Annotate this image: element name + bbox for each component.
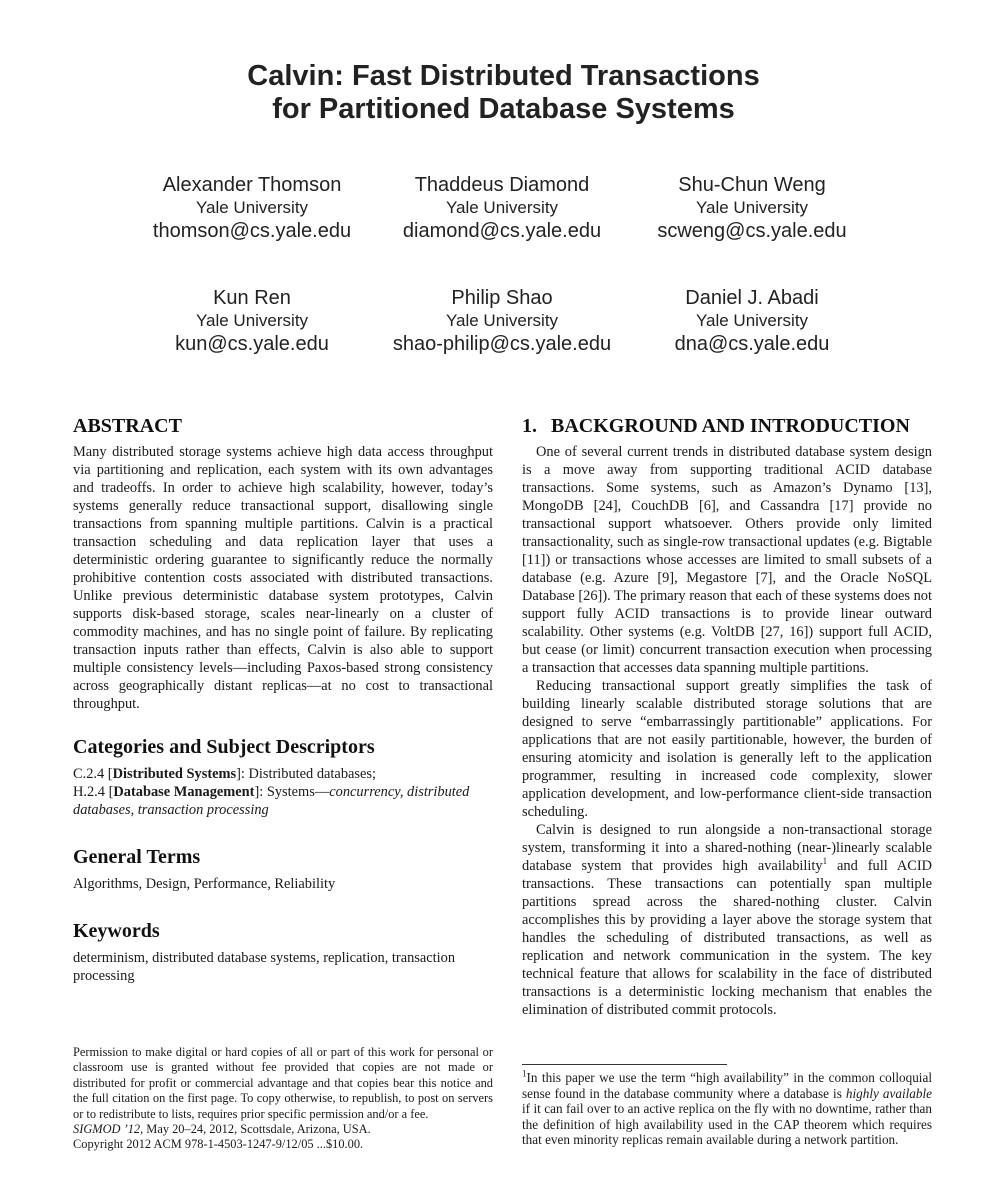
section-title: BACKGROUND AND INTRODUCTION bbox=[551, 415, 910, 437]
author-card bbox=[612, 286, 892, 356]
author-affiliation: Yale University bbox=[195, 311, 309, 330]
footnote-mark: 1 bbox=[522, 1068, 527, 1079]
author-email: shao-philip@cs.yale.edu bbox=[392, 333, 612, 355]
abstract-text: Many distributed storage systems achieve high data access throughput via partitioning and replication, each system with its own advantages and tradeoffs. In order to achieve high scalability, however, today’s systems generally reduce transactional support, disallowing single transactions from spanning multiple partitions. Calvin is a practical transaction scheduling and data replication layer that uses a deterministic ordering guarantee to significantly reduce the normally prohibitive contention costs associated with distributed transactions. Unlike previous deterministic database system prototypes, Calvin supports disk-based storage, scales near-linearly on a cluster of commodity machines, and has no single point of failure. By replicating transaction inputs rather than effects, Calvin is also able to support multiple consistency levels—including Paxos-based strong consistency across geographically distant replicas—at no cost to transactional throughput. bbox=[73, 444, 493, 712]
intro-paragraph: One of several current trends in distributed database system design is a move away from supporting traditional ACID database transactions. Some systems, such as Amazon’s Dynamo [13], MongoDB [24], CouchDB [6], and Cassandra [17] provide no transactional support whatsoever. Others provide only limited transactionality, such as single-row transactional updates (e.g. Bigtable [11]) or transactions whose accesses are limited to small subsets of a database (e.g. Azure [9], Megastore [7], and the Oracle NoSQL Database [26]). The primary reason that each of these systems does not support fully ACID transactions is to provide linear outward scalability. Other systems (e.g. VoltDB [27, 16]) support full ACID, but cease (or limit) concurrent transaction execution when processing a transaction that accesses data spanning multiple partitions. bbox=[522, 444, 932, 676]
author-card bbox=[112, 173, 392, 243]
right-column bbox=[522, 414, 932, 1019]
abstract-heading: ABSTRACT bbox=[73, 415, 182, 437]
author-email: thomson@cs.yale.edu bbox=[152, 220, 352, 242]
footnote-divider bbox=[522, 1064, 727, 1065]
conference-line: SIGMOD ’12, May 20–24, 2012, Scottsdale, Arizona, USA. bbox=[73, 1122, 371, 1137]
author-affiliation: Yale University bbox=[195, 198, 309, 217]
author-email: kun@cs.yale.edu bbox=[175, 333, 329, 355]
author-name: Philip Shao bbox=[451, 287, 553, 309]
author-affiliation: Yale University bbox=[695, 311, 809, 330]
author-name: Shu-Chun Weng bbox=[678, 174, 826, 196]
author-name: Thaddeus Diamond bbox=[414, 174, 590, 196]
author-card bbox=[612, 173, 892, 243]
author-email: diamond@cs.yale.edu bbox=[402, 220, 602, 242]
category-line: H.2.4 [Database Management]: Systems—concurrency, distributed databases, transaction processing bbox=[73, 784, 470, 818]
author-name: Daniel J. Abadi bbox=[685, 287, 819, 309]
category-line: C.2.4 [Distributed Systems]: Distributed databases; bbox=[73, 766, 376, 782]
author-email: dna@cs.yale.edu bbox=[674, 333, 830, 355]
copyright-line: Copyright 2012 ACM 978-1-4503-1247-9/12/05 ...$10.00. bbox=[73, 1137, 364, 1152]
author-affiliation: Yale University bbox=[445, 198, 559, 217]
intro-paragraph: Reducing transactional support greatly simplifies the task of building linearly scalable distributed storage solutions that are designed to serve “embarrassingly partitionable” applications. For applications that are not easily partitionable, however, the burden of ensuring atomicity and isolation is generally left to the application programmer, resulting in increased code complexity, slower application development, and low-performance client-side transaction scheduling. bbox=[522, 678, 932, 820]
intro-paragraph: Calvin is designed to run alongside a non-transactional storage system, transforming it into a shared-nothing (near-)linearly scalable database system that provides high availability$^1$ and full ACID transactions. These transactions can potentially span multiple partitions spread across the shared-nothing cluster. Calvin accomplishes this by providing a layer above the storage system that handles the scheduling of distributed transactions, as well as replication and network communication in the system. The key technical feature that allows for scalability in the face of distributed transactions is a deterministic locking mechanism that enables the elimination of distributed commit protocols. bbox=[522, 822, 933, 1018]
author-card bbox=[112, 286, 392, 356]
paper-title-line-1: Calvin: Fast Distributed Transactions bbox=[247, 60, 760, 92]
footnote-ref: 1 bbox=[822, 856, 828, 867]
author-name: Alexander Thomson bbox=[162, 174, 342, 196]
footnote: $^1$In this paper we use the term “high availability” in the common colloquial sense found in the database community where a database is highly available if it can fail over to an active replica on the fly with no downtime, rather than the definition of high availability used in the CAP theorem which requires that even minority replicas remain available during a network partition. bbox=[522, 1068, 932, 1148]
general-terms-heading: General Terms bbox=[73, 846, 201, 868]
section-number: 1. bbox=[522, 415, 537, 437]
categories-heading: Categories and Subject Descriptors bbox=[73, 736, 375, 758]
author-card bbox=[362, 173, 642, 243]
keywords-text: determinism, distributed database systems, replication, transaction processing bbox=[73, 950, 456, 984]
author-card bbox=[362, 286, 642, 356]
permission-text: Permission to make digital or hard copies of all or part of this work for personal or classroom use is granted without fee provided that copies are not made or distributed for profit or commercial advantage and that copies bear this notice and the full citation on the first page. To copy otherwise, to republish, to post on servers or to redistribute to lists, requires prior specific permission and/or a fee. bbox=[73, 1045, 493, 1121]
left-column bbox=[73, 414, 493, 985]
intro-body bbox=[522, 443, 932, 1019]
intro-heading bbox=[522, 414, 932, 438]
keywords-heading: Keywords bbox=[73, 920, 160, 942]
categories-list bbox=[73, 765, 493, 819]
paper-title bbox=[0, 60, 1007, 126]
paper-title-line-2: for Partitioned Database Systems bbox=[272, 93, 735, 125]
author-email: scweng@cs.yale.edu bbox=[657, 220, 847, 242]
permission-notice bbox=[73, 1045, 493, 1153]
general-terms-text: Algorithms, Design, Performance, Reliability bbox=[73, 876, 336, 892]
author-affiliation: Yale University bbox=[445, 311, 559, 330]
author-name: Kun Ren bbox=[213, 287, 291, 309]
author-affiliation: Yale University bbox=[695, 198, 809, 217]
